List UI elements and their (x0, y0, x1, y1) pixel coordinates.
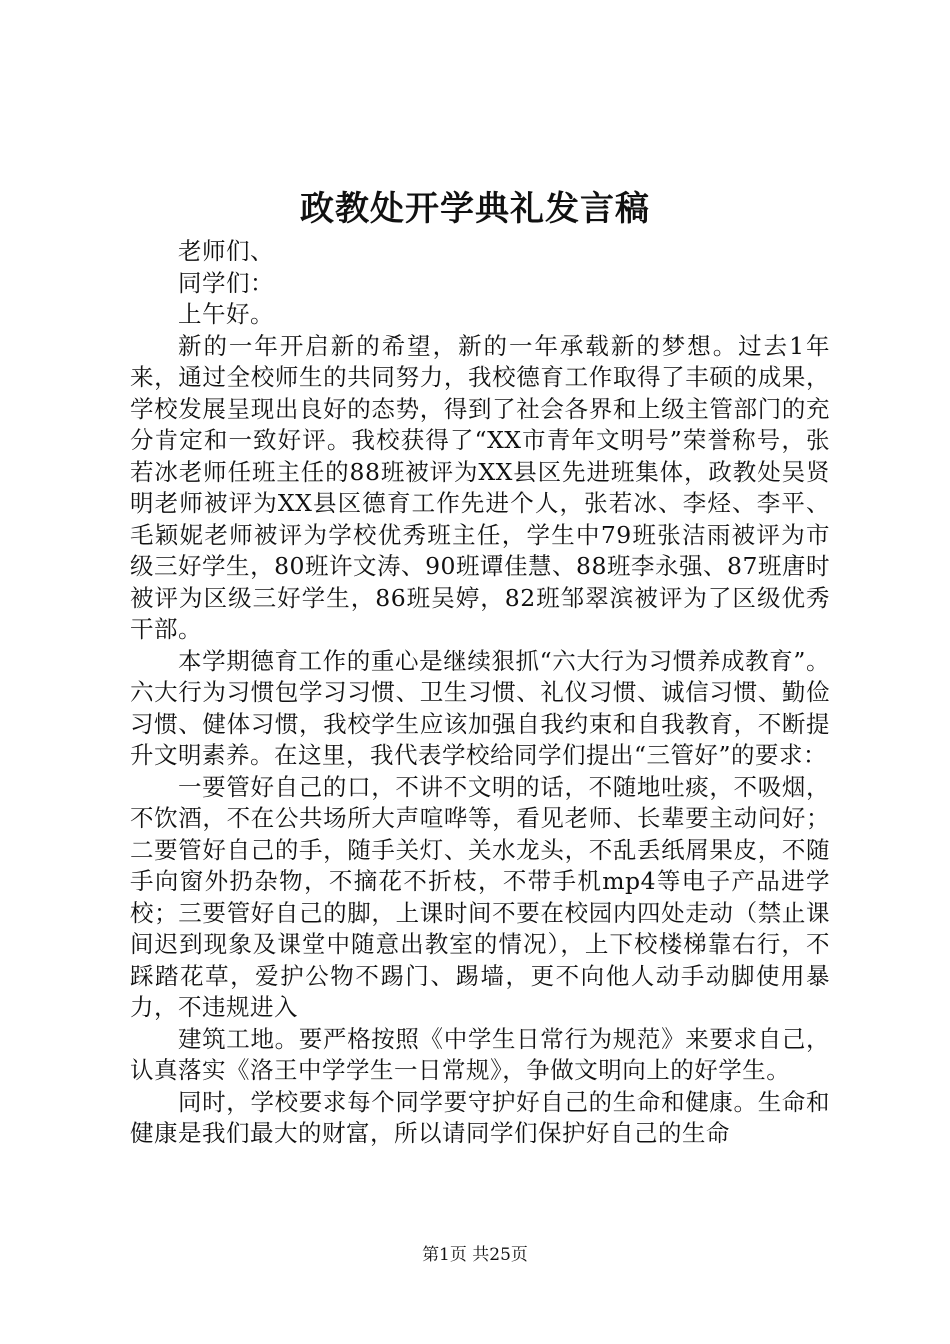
page-footer: 第1页 共25页 (422, 1245, 528, 1265)
document-title: 政教处开学典礼发言稿 (300, 189, 650, 229)
body-paragraph: 一要管好自己的口，不讲不文明的话，不随地吐痰，不吸烟，不饮酒，不在公共场所大声喧哗等，看见老师、长辈要主动问好；二要管好自己的手，随手关灯、关水龙头，不乱丢纸屑果皮，不随手向窗外扔杂物，不摘花不折枝，不带手机mp4等电子产品进学校；三要管好自己的脚，上课时间不要在校园内四处走动（禁止课间迟到现象及课堂中随意出教室的情况），上下校楼梯靠右行，不踩踏花草，爱护公物不踢门、踢墙，更不向他人动手动脚使用暴力，不违规进入 (130, 772, 830, 1021)
body-paragraph: 本学期德育工作的重心是继续狠抓“六大行为习惯养成教育”。六大行为习惯包学习习惯、卫生习惯、礼仪习惯、诚信习惯、勤俭习惯、健体习惯，我校学生应该加强自我约束和自我教育，不断提升文明素养。在这里，我代表学校给同学们提出“三管好”的要求： (130, 646, 830, 769)
body-paragraph: 新的一年开启新的希望，新的一年承载新的梦想。过去1年来，通过全校师生的共同努力，我校德育工作取得了丰硕的成果，学校发展呈现出良好的态势，得到了社会各界和上级主管部门的充分肯定和一致好评。我校获得了“XX市青年文明号”荣誉称号，张若冰老师任班主任的88班被评为XX县区先进班集体，政教处吴贤明老师被评为XX县区德育工作先进个人，张若冰、李烃、李平、毛颖妮老师被评为学校优秀班主任，学生中79班张洁雨被评为市级三好学生，80班许文涛、90班谭佳慧、88班李永强、87班唐时被评为区级三好学生，86班吴婷，82班邹翠滨被评为了区级优秀干部。 (130, 331, 830, 643)
greeting-line: 上午好。 (178, 300, 274, 328)
body-paragraph: 同时，学校要求每个同学要守护好自己的生命和健康。生命和健康是我们最大的财富，所以请同学们保护好自己的生命 (130, 1087, 830, 1147)
body-paragraph: 建筑工地。要严格按照《中学生日常行为规范》来要求自己，认真落实《洛王中学学生一日常规》，争做文明向上的好学生。 (130, 1024, 830, 1084)
greeting-line: 同学们： (178, 268, 274, 297)
document-body (130, 236, 830, 1150)
greeting-line: 老师们、 (178, 237, 274, 265)
